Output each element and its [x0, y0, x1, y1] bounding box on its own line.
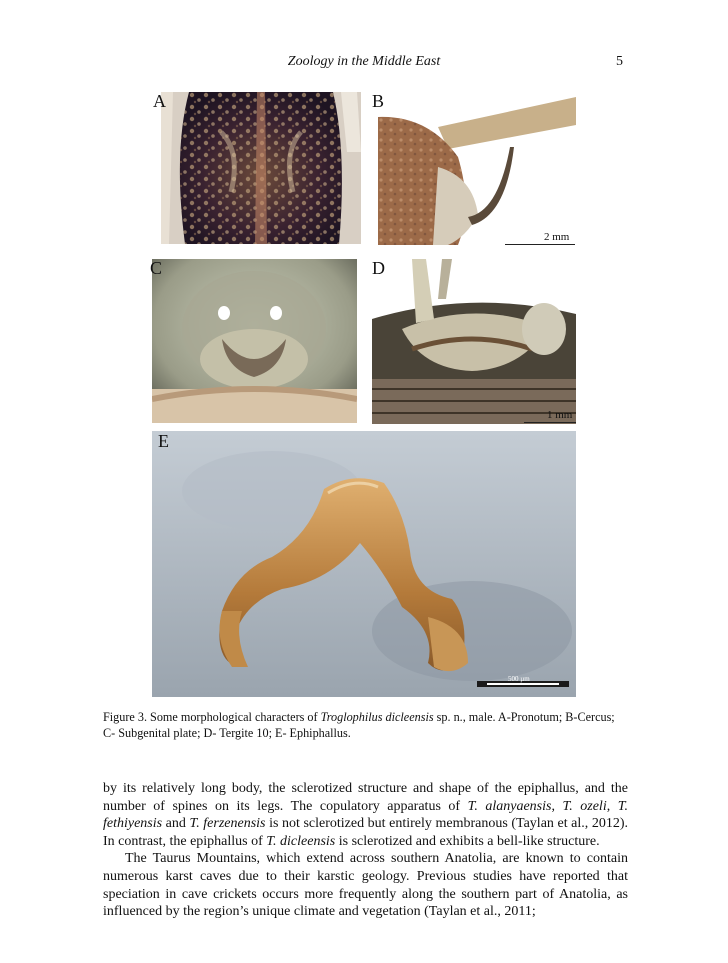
caption-species: Troglophilus dicleensis	[320, 710, 434, 724]
figure-panel-d	[372, 259, 576, 424]
scale-bar-b	[505, 244, 575, 245]
species-ozeli: T. ozeli	[562, 798, 607, 814]
figure-panel-c	[152, 259, 357, 423]
panel-letter-e: E	[158, 431, 169, 451]
paragraph-1	[103, 780, 628, 850]
p1-text-1: by its relatively long body, the sclerotized structure and shape of the epiphallus, and the number of spines on its legs. The copulatory apparatus of	[103, 781, 628, 814]
figure-panel-a	[161, 92, 361, 244]
scale-bar-d	[524, 422, 576, 423]
species-alanyaensis: T. alanyaensis	[467, 798, 552, 814]
body-text	[103, 780, 628, 921]
running-head: Zoology in the Middle East	[287, 54, 441, 69]
species-ferzenensis: T. ferzenensis	[189, 816, 266, 832]
figure-caption	[103, 709, 628, 741]
caption-suffix: sp. n., male. A-Pronotum; B-Cercus; C- Subgenital plate; D- Tergite 10; E- Ephiphallus.	[103, 710, 615, 740]
panel-letter-b: B	[372, 91, 385, 111]
caption-prefix: Figure 3. Some morphological characters of	[103, 710, 321, 724]
page-number: 5	[616, 54, 623, 69]
panel-letter-a: A	[153, 91, 166, 111]
tergite-photo	[372, 259, 576, 424]
paragraph-2: The Taurus Mountains, which extend across southern Anatolia, are known to contain numerous karst caves due to their karstic geology. Previous studies have reported that speciation in cave crickets occurs more frequently along the southern part of Anatolia, as influenced by the region’s unique climate and vegetation (Taylan et al., 2011;	[103, 851, 628, 920]
scale-label-e: 500 µm	[508, 675, 530, 683]
p1-text-3: ,	[606, 798, 618, 814]
p1-text-6: is sclerotized and exhibits a bell-like structure.	[335, 833, 600, 849]
pronotum-photo	[161, 92, 361, 244]
figure-panel-b	[378, 97, 576, 245]
p1-text-4: and	[162, 816, 190, 832]
epiphallus-photo	[152, 431, 576, 697]
cercus-photo	[378, 97, 576, 245]
p1-text-2: ,	[551, 798, 563, 814]
subgenital-plate-photo	[152, 259, 357, 423]
panel-letter-c: C	[150, 258, 163, 278]
scale-label-d: 1 mm	[547, 409, 573, 421]
figure-panel-e	[152, 431, 576, 697]
species-dicleensis: T. dicleensis	[266, 833, 336, 849]
species-fethiyensis: T. fethiyensis	[103, 798, 628, 832]
panel-letter-d: D	[372, 258, 385, 278]
scale-label-b: 2 mm	[544, 231, 570, 243]
p1-text-5: is not sclerotized but entirely membranous (Taylan et al., 2012). In contrast, the epiphallus of	[103, 816, 628, 849]
